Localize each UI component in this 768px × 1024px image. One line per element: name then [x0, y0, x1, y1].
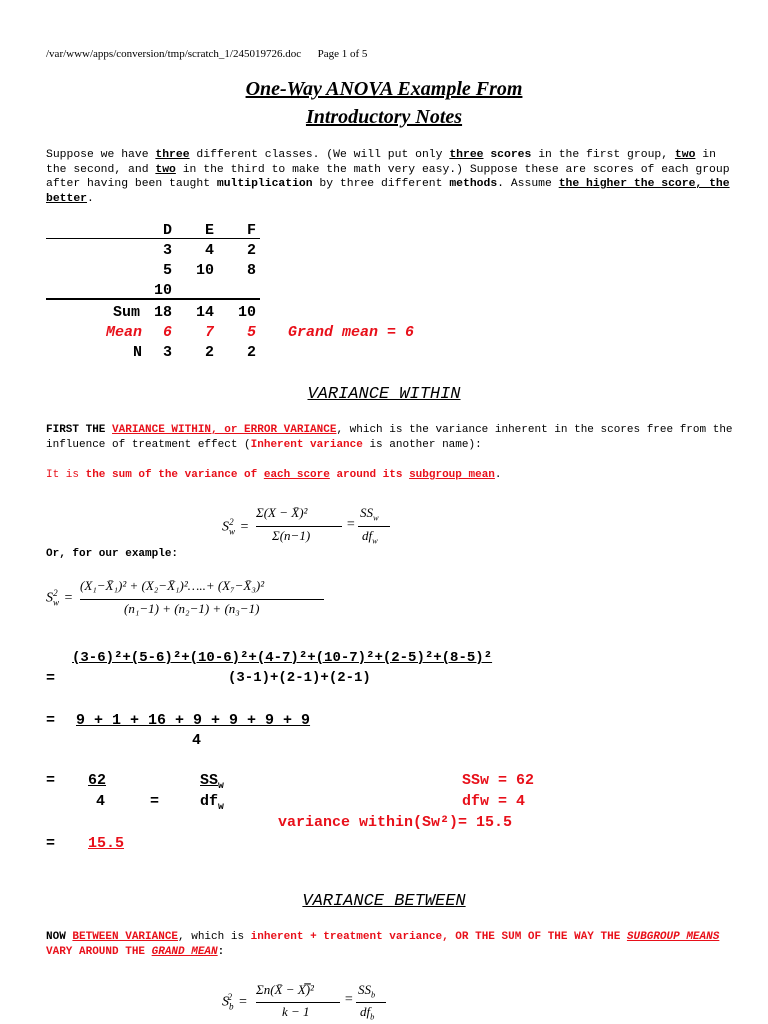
variance-within-value: variance within(Sw²)= 15.5: [278, 814, 513, 831]
between-text: , which is: [178, 931, 251, 943]
formula-symbol: $S_w^2$ =: [222, 517, 250, 537]
table-top-rule: [46, 238, 260, 239]
df-text: df: [360, 1004, 371, 1019]
dfw-label: $df_w$: [200, 793, 224, 812]
example-denominator: (n₁−1) + (n₂−1) + (n₃−1): [124, 601, 260, 616]
table-mean: 7: [204, 324, 214, 341]
dfw-text: df: [200, 793, 219, 810]
intro-text: in the second, and: [46, 149, 716, 176]
within-text: is another name):: [362, 438, 482, 451]
table-cell: 14: [195, 304, 214, 321]
table-cell: 8: [246, 262, 256, 279]
table-cell: 3: [162, 344, 172, 361]
equals-sign: =: [346, 517, 356, 532]
intro-text: .: [87, 192, 94, 205]
sum-label: Sum: [112, 304, 140, 321]
intro-emphasis: two: [674, 149, 696, 161]
within-paragraph-1: [46, 423, 736, 452]
intro-text: . Assume: [497, 178, 559, 190]
within-text: FIRST THE: [46, 424, 113, 436]
page-title-line-1: One-Way ANOVA Example From: [245, 78, 523, 100]
within-text: .: [494, 469, 502, 481]
ssw-label: $SS_w$: [200, 772, 224, 791]
variance-within-result: 15.5: [88, 835, 125, 852]
table-mean: 5: [246, 324, 256, 341]
formula-between-variance: [222, 982, 402, 1022]
equals-sign: =: [46, 670, 56, 687]
formula-example: [46, 578, 346, 622]
intro-text: different classes. (We will put only: [189, 149, 450, 161]
calc-denominator: (3-1)+(2-1)+(2-1): [228, 670, 371, 686]
table-cell: 2: [246, 344, 256, 361]
intro-emphasis: two: [155, 163, 176, 176]
within-text: , which is the variance inherent in the scores free from the influence of treatment effect (: [46, 424, 733, 451]
between-emphasis: VARY AROUND THE: [46, 945, 152, 958]
intro-emphasis: methods: [449, 178, 498, 190]
ssw-value: SSw = 62: [462, 772, 535, 789]
within-text: It is: [46, 469, 86, 481]
within-emphasis: VARIANCE WITHIN, or ERROR VARIANCE: [112, 424, 337, 436]
between-emphasis: SUBGROUP MEANS: [626, 931, 720, 943]
df-denominator: $df_b$: [360, 1004, 375, 1022]
between-emphasis: GRAND MEAN: [151, 945, 218, 958]
within-emphasis: each score: [263, 469, 330, 481]
for-example-label: Or, for our example:: [46, 548, 179, 560]
intro-emphasis: scores: [483, 149, 532, 161]
grand-mean: Grand mean = 6: [288, 324, 415, 341]
formula-numerator: Σn(X̄ − X̿)²: [256, 982, 314, 997]
df-denominator: $df_w$: [362, 528, 378, 546]
equals-sign: =: [46, 712, 56, 729]
calc-numerator: (3-6)²+(5-6)²+(10-6)²+(4-7)²+(10-7)²+(2-5)²+(8-5)²: [72, 650, 493, 666]
mean-label: Mean: [105, 324, 142, 341]
table-cell: 18: [153, 304, 172, 321]
page-title-line-2: Introductory Notes: [305, 106, 463, 128]
within-paragraph-2: [46, 468, 736, 483]
df-text: df: [362, 528, 373, 543]
ss-numerator: $SS_w$: [360, 505, 379, 523]
table-cell: 5: [162, 262, 172, 279]
within-emphasis: Inherent variance: [250, 438, 363, 451]
intro-text: by three different: [312, 178, 450, 190]
equals-sign: =: [46, 835, 56, 852]
within-emphasis: subgroup mean: [409, 469, 495, 481]
intro-text: in the third to make the math very easy.) Suppose these are scores of each group after having been taught: [46, 163, 730, 190]
between-emphasis: BETWEEN VARIANCE: [72, 931, 179, 943]
between-text: NOW: [46, 931, 73, 943]
table-sum-rule: [46, 298, 260, 300]
calc3-denominator: 4: [96, 793, 106, 810]
table-cell: 2: [204, 344, 214, 361]
formula-symbol: $S_w^2$ =: [46, 588, 74, 608]
equals-sign: =: [150, 793, 160, 810]
fraction-bar: [256, 526, 342, 527]
example-numerator: (X₁−X̄₁)² + (X₂−X̄₁)²…..+ (X₇−X̄₃)²: [80, 578, 265, 593]
table-cell: 2: [246, 242, 256, 259]
table-cell: 10: [153, 282, 172, 299]
between-paragraph: [46, 930, 736, 959]
ssw-text: SS: [200, 772, 219, 789]
equals-sign: =: [46, 772, 56, 789]
intro-emphasis: the higher the score, the better: [46, 178, 730, 205]
table-cell: 10: [237, 304, 256, 321]
ss-numerator: $SS_b$: [358, 982, 376, 1000]
intro-emphasis: multiplication: [216, 178, 313, 190]
formula-denominator: Σ(n−1): [272, 528, 311, 543]
formula-symbol: $S_b^2$ =: [222, 992, 248, 1012]
section-heading-within: VARIANCE WITHIN: [307, 385, 461, 404]
fraction-bar: [256, 1002, 340, 1003]
formula-within-variance: [222, 505, 402, 551]
calc2-numerator: 9 + 1 + 16 + 9 + 9 + 9 + 9: [76, 712, 311, 729]
formula-denominator: k − 1: [282, 1004, 310, 1019]
calc2-denominator: 4: [192, 732, 202, 749]
page-indicator: Page 1 of 5: [317, 48, 368, 60]
between-emphasis: inherent + treatment variance, OR THE SUM OF THE WAY THE: [250, 931, 627, 943]
ss-text: SS: [360, 505, 373, 520]
table-cell: 10: [195, 262, 214, 279]
intro-text: in the first group,: [531, 149, 675, 161]
n-label: N: [132, 344, 142, 361]
within-emphasis: around its: [329, 469, 410, 481]
table-mean: 6: [162, 324, 172, 341]
table-cell: 3: [162, 242, 172, 259]
section-heading-between: VARIANCE BETWEEN: [302, 892, 466, 911]
dfw-value: dfw = 4: [462, 793, 526, 810]
equals-sign: =: [344, 992, 354, 1007]
calc3-numerator: 62: [88, 772, 107, 789]
within-emphasis: the sum of the variance of: [85, 469, 264, 481]
table-header-d: D: [162, 222, 172, 239]
fraction-bar: [80, 599, 324, 600]
formula-numerator: Σ(X − X̄)²: [256, 505, 308, 520]
between-text: :: [217, 945, 225, 958]
intro-text: Suppose we have: [46, 149, 156, 161]
fraction-bar: [356, 1002, 386, 1003]
intro-emphasis: three: [155, 149, 190, 161]
fraction-bar: [358, 526, 390, 527]
table-header-e: E: [204, 222, 214, 239]
scores-table: [0, 0, 768, 370]
table-header-f: F: [246, 222, 256, 239]
document-path: /var/www/apps/conversion/tmp/scratch_1/245019726.doc: [46, 48, 302, 60]
table-cell: 4: [204, 242, 214, 259]
ss-text: SS: [358, 982, 371, 997]
intro-emphasis: three: [449, 149, 484, 161]
